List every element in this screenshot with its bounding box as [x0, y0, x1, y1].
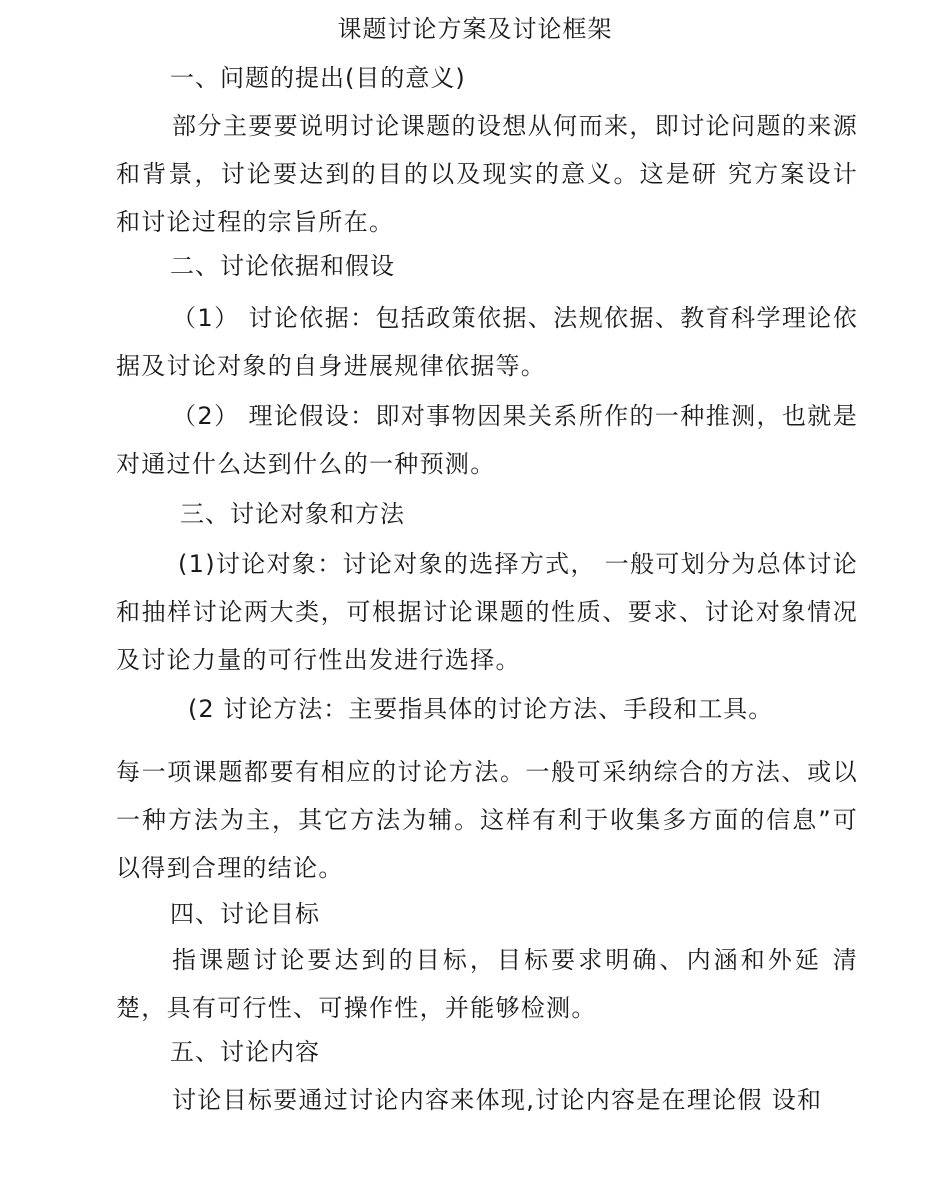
- section-1-heading: 一、问题的提出(目的意义): [170, 64, 466, 92]
- section-2-heading: 二、讨论依据和假设: [170, 252, 395, 280]
- section-5-paragraph: 讨论目标要通过讨论内容来体现,讨论内容是在理论假 设和: [172, 1086, 823, 1114]
- document-title: 课题讨论方案及讨论框架: [337, 15, 613, 43]
- section-2-item-2: （2） 理论假设：即对事物因果关系所作的一种推测，也就是对通过什么达到什么的一种预测。: [116, 402, 858, 478]
- section-4-paragraph: 指课题讨论要达到的目标，目标要求明确、内涵和外延 清楚，具有可行性、可操作性，并能够检测。: [116, 946, 858, 1022]
- section-3-item-2-paragraph: 每一项课题都要有相应的讨论方法。一般可采纳综合的方法、或以一种方法为主，其它方法为辅。这样有利于收集多方面的信息”可以得到合理的结论。: [116, 758, 858, 882]
- section-4-heading: 四、讨论目标: [170, 900, 320, 928]
- section-3-item-2-line: (2 讨论方法：主要指具体的讨论方法、手段和工具。: [188, 695, 774, 723]
- section-3-item-1: (1)讨论对象：讨论对象的选择方式， 一般可划分为总体讨论和抽样讨论两大类，可根据讨论课题的性质、要求、讨论对象情况及讨论力量的可行性出发进行选择。: [116, 550, 858, 674]
- section-1-paragraph: 部分主要要说明讨论课题的设想从何而来，即讨论问题的来源和背景，讨论要达到的目的以及现实的意义。这是研 究方案设计和讨论过程的宗旨所在。: [116, 112, 858, 236]
- section-5-heading: 五、讨论内容: [170, 1038, 320, 1066]
- section-3-heading: 三、讨论对象和方法: [180, 500, 405, 528]
- section-2-item-1: （1） 讨论依据：包括政策依据、法规依据、教育科学理论依据及讨论对象的自身进展规律依据等。: [116, 304, 858, 380]
